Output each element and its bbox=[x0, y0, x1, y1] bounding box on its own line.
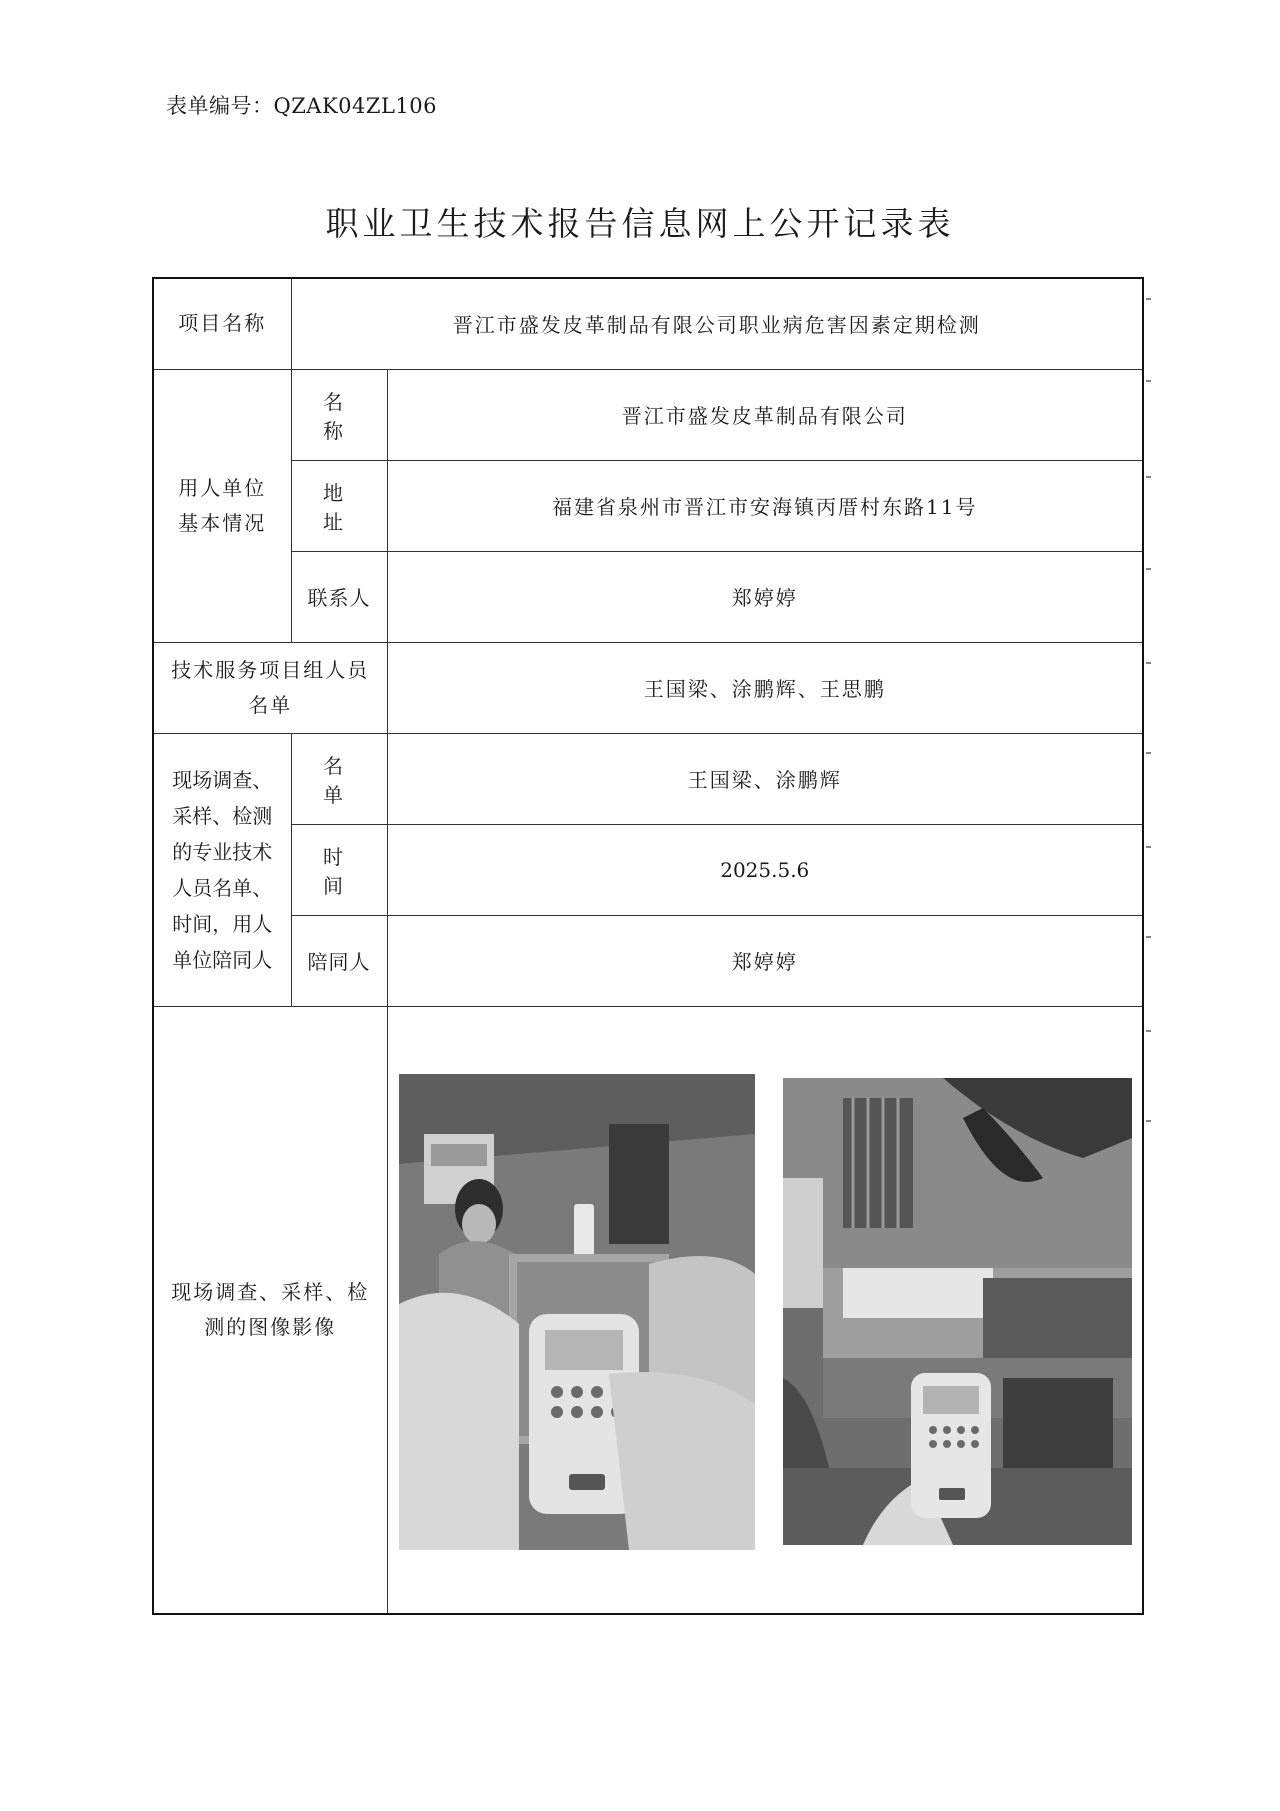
site-photo-2-image bbox=[783, 1078, 1132, 1545]
site-escort-value: 郑婷婷 bbox=[387, 915, 1143, 1006]
site-list-label: 名单 bbox=[291, 733, 387, 824]
row-employer-name bbox=[153, 369, 1143, 460]
employer-label-line2: 基本情况 bbox=[178, 510, 267, 535]
row-site-time bbox=[153, 824, 1143, 915]
edge-mark bbox=[1146, 936, 1151, 938]
site-label-line3: 的专业技术 bbox=[172, 839, 273, 864]
row-employer-address bbox=[153, 460, 1143, 551]
edge-mark bbox=[1146, 662, 1151, 664]
employer-contact-label: 联系人 bbox=[291, 551, 387, 642]
row-site-escort bbox=[153, 915, 1143, 1006]
row-site-list bbox=[153, 733, 1143, 824]
team-label-line2: 名单 bbox=[248, 692, 293, 717]
site-list-value: 王国梁、涂鹏辉 bbox=[387, 733, 1143, 824]
employer-label bbox=[153, 369, 291, 642]
site-photo-2 bbox=[783, 1078, 1132, 1545]
site-time-label: 时间 bbox=[291, 824, 387, 915]
site-photo-1 bbox=[399, 1074, 755, 1550]
document-title: 职业卫生技术报告信息网上公开记录表 bbox=[325, 204, 955, 243]
employer-name-label: 名称 bbox=[291, 369, 387, 460]
team-label bbox=[153, 642, 387, 733]
employer-address-value: 福建省泉州市晋江市安海镇丙厝村东路11号 bbox=[387, 460, 1143, 551]
edge-mark bbox=[1146, 568, 1151, 570]
row-team bbox=[153, 642, 1143, 733]
employer-label-line1: 用人单位 bbox=[178, 475, 267, 500]
form-number bbox=[166, 90, 437, 120]
form-number-value: QZAK04ZL106 bbox=[273, 94, 438, 118]
images-cell bbox=[387, 1006, 1143, 1614]
images-label-line2: 测的图像影像 bbox=[204, 1314, 337, 1339]
images-label-line1: 现场调查、采样、检 bbox=[171, 1279, 370, 1304]
row-employer-contact bbox=[153, 551, 1143, 642]
edge-mark bbox=[1146, 846, 1151, 848]
team-label-line1: 技术服务项目组人员 bbox=[171, 657, 370, 682]
site-photo-1-image bbox=[399, 1074, 755, 1550]
edge-mark bbox=[1146, 1030, 1151, 1032]
site-label-line4: 人员名单、 bbox=[172, 875, 273, 900]
site-label-line6: 单位陪同人 bbox=[172, 947, 273, 972]
project-value: 晋江市盛发皮革制品有限公司职业病危害因素定期检测 bbox=[291, 278, 1143, 369]
row-project bbox=[153, 278, 1143, 369]
edge-mark bbox=[1146, 1120, 1151, 1122]
site-label bbox=[153, 733, 291, 1006]
site-escort-label: 陪同人 bbox=[291, 915, 387, 1006]
form-number-label: 表单编号： bbox=[166, 94, 274, 118]
team-value: 王国梁、涂鹏辉、王思鹏 bbox=[387, 642, 1143, 733]
edge-mark bbox=[1146, 752, 1151, 754]
employer-address-label: 地址 bbox=[291, 460, 387, 551]
images-label bbox=[153, 1006, 387, 1614]
site-label-line1: 现场调查、 bbox=[172, 767, 273, 792]
site-time-value: 2025.5.6 bbox=[387, 824, 1143, 915]
record-table bbox=[152, 277, 1144, 1615]
site-label-line2: 采样、检测 bbox=[172, 803, 273, 828]
employer-name-value: 晋江市盛发皮革制品有限公司 bbox=[387, 369, 1143, 460]
project-label: 项目名称 bbox=[153, 278, 291, 369]
site-label-line5: 时间，用人 bbox=[172, 911, 273, 936]
edge-mark bbox=[1146, 476, 1151, 478]
row-images bbox=[153, 1006, 1143, 1614]
employer-contact-value: 郑婷婷 bbox=[387, 551, 1143, 642]
edge-mark bbox=[1146, 298, 1151, 300]
edge-mark bbox=[1146, 380, 1151, 382]
